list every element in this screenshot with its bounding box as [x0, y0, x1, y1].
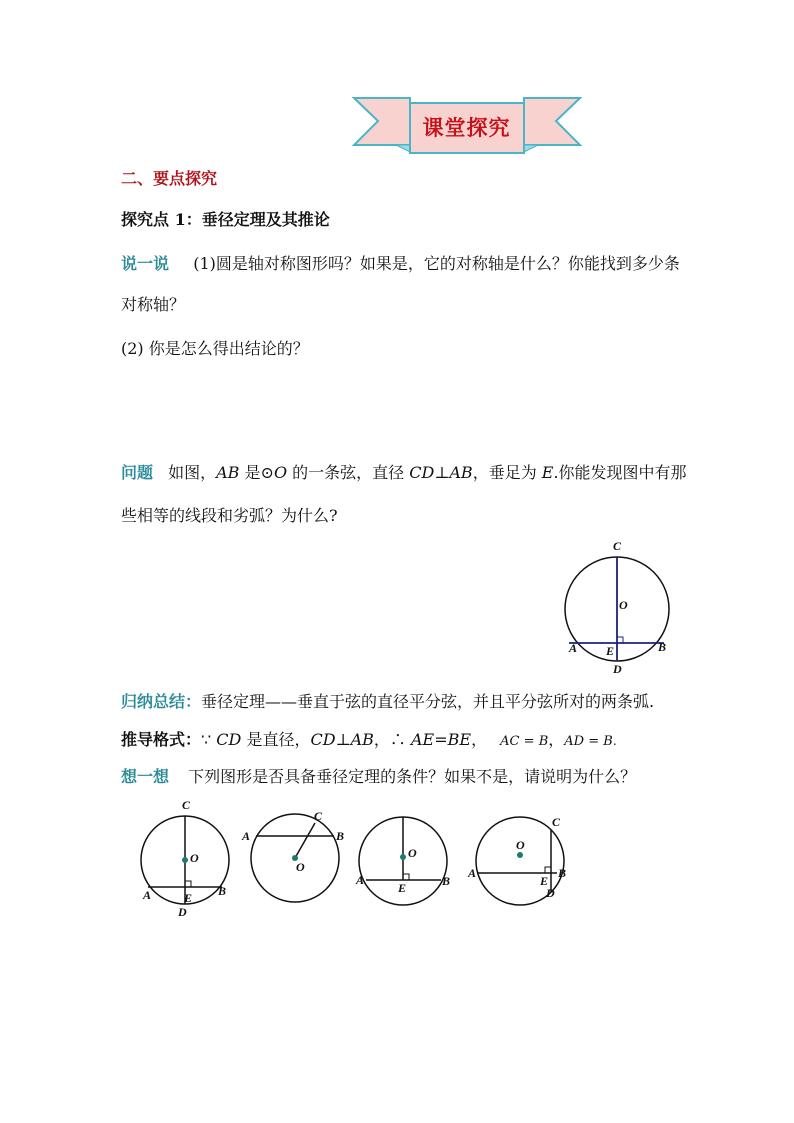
deriv-arc-ad: AD [564, 734, 585, 749]
fig1-label-b: B [218, 884, 227, 898]
think-line [121, 767, 636, 787]
label-a: A [569, 641, 578, 655]
fig4-label-o: O [516, 838, 525, 852]
label-b: B [658, 640, 667, 654]
fig4-label-c: C [552, 815, 561, 829]
fig2-label-c: C [314, 809, 323, 823]
label-d: D [613, 662, 622, 676]
problem-text: .你能发现图中有那 [553, 463, 687, 482]
talk-label: 说一说 [121, 254, 170, 273]
label-e: E [606, 644, 615, 658]
derivation-line [121, 730, 617, 752]
problem-line1 [121, 463, 687, 483]
deriv-eq: = [584, 734, 604, 749]
deriv-arc-ac: AC [500, 734, 520, 749]
think-label: 想一想 [121, 767, 170, 786]
label-o: O [619, 598, 628, 612]
small-figure-3 [352, 805, 462, 915]
fig3-label-o: O [408, 846, 417, 860]
deriv-perp: ⊥ [335, 730, 351, 749]
subsection-heading: 探究点 1：垂径定理及其推论 [121, 210, 330, 229]
problem-text: ，垂足为 [472, 463, 542, 482]
problem-e: E [541, 463, 554, 482]
problem-cd: CD [409, 463, 435, 482]
fig1-label-a: A [143, 888, 152, 902]
fig2-label-o: O [296, 860, 305, 874]
problem-label: 问题 [121, 463, 154, 482]
deriv-eq: = [519, 734, 539, 749]
small-figure-1 [140, 798, 240, 920]
main-circle-figure [562, 536, 682, 678]
problem-text: 如图， [168, 463, 217, 482]
deriv-ae: AE [410, 730, 435, 749]
talk-q1-line1 [121, 254, 680, 274]
problem-perp: ⊥ [434, 463, 450, 482]
fig3-label-e: E [398, 881, 407, 895]
summary-label: 归纳总结： [121, 692, 202, 711]
problem-text: 是⊙ [239, 463, 274, 482]
deriv-text: ， [548, 730, 565, 749]
fig3-label-a: A [356, 873, 365, 887]
fig3-label-b: B [442, 874, 451, 888]
small-figure-2 [238, 805, 350, 905]
problem-text: 的一条弦，直径 [287, 463, 410, 482]
center-dot [182, 857, 188, 863]
fig1-label-e: E [184, 891, 193, 905]
fig4-label-b: B [558, 866, 567, 880]
problem-line2: 些相等的线段和劣弧？为什么? [121, 506, 338, 525]
fig4-label-d: D [546, 886, 555, 900]
fig2-label-a: A [242, 829, 251, 843]
fig4-label-a: A [468, 866, 477, 880]
deriv-arc-bd: B [603, 734, 613, 749]
deriv-text: ， [471, 730, 488, 749]
talk-q1-text: (1)圆是轴对称图形吗？如果是，它的对称轴是什么？你能找到多少条 [193, 254, 680, 273]
center-dot [517, 852, 523, 858]
deriv-be: BE [447, 730, 472, 749]
summary-text: 垂径定理——垂直于弦的直径平分弦，并且平分弦所对的两条弧. [201, 692, 655, 711]
deriv-ab: AB [350, 730, 374, 749]
center-dot [400, 854, 406, 860]
fig4-label-e: E [540, 874, 549, 888]
fig1-label-o: O [190, 851, 199, 865]
section-heading: 二、要点探究 [121, 169, 218, 188]
talk-q1-line2: 对称轴？ [121, 295, 186, 314]
derivation-label: 推导格式： [121, 730, 202, 749]
banner-title: 课堂探究 [422, 115, 511, 140]
deriv-eq: = [434, 730, 448, 749]
right-angle-mark [617, 637, 623, 643]
because-symbol: ∵ [201, 730, 217, 749]
fig1-label-d: D [178, 905, 187, 919]
deriv-text: 是直径， [241, 730, 311, 749]
fig1-label-c: C [182, 798, 191, 812]
label-c: C [613, 539, 622, 553]
think-text: 下列图形是否具备垂径定理的条件？如果不是，请说明为什么？ [188, 767, 637, 786]
fig2-label-b: B [336, 829, 345, 843]
deriv-arc-bc: B [538, 734, 549, 749]
problem-ab: AB [216, 463, 240, 482]
problem-o: O [273, 463, 288, 482]
problem-ab: AB [449, 463, 473, 482]
deriv-cd: CD [310, 730, 336, 749]
deriv-cd: CD [216, 730, 242, 749]
small-figure-4 [466, 805, 578, 913]
deriv-end: . [612, 734, 617, 748]
deriv-text: ，∴ [373, 730, 411, 749]
summary-line [121, 692, 654, 712]
talk-q2: (2) 你是怎么得出结论的？ [121, 339, 309, 358]
